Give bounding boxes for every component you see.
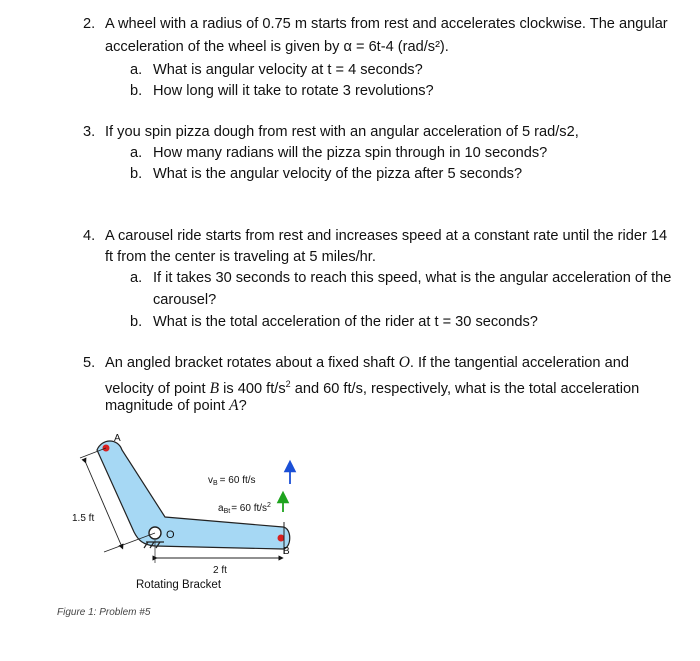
velocity-label: $v_B = 60$ ft/s [208,475,256,487]
q5-line2-mid: is 400 ft/s [219,380,286,397]
bracket-body [97,441,290,549]
q4-text-line1: A carousel ride starts from rest and increases speed at a constant rate until the rider 14 [105,228,668,244]
q2a-text: What is angular velocity at t = 4 seconds? [153,62,423,78]
figure-label-o: O [166,529,175,541]
q4a-text-line1: If it takes 30 seconds to reach this speed, what is the angular acceleration of the [153,270,672,286]
q3-text-line1: If you spin pizza dough from rest with an angular acceleration of 5 rad/s2, [105,124,579,140]
q2b-text: How long will it take to rotate 3 revolutions? [153,83,434,99]
q5-line3-post: ? [238,398,247,414]
q2b-label: b. [130,83,143,99]
figure-label-a: A [114,433,121,444]
q4a-text-line2: carousel? [153,292,217,308]
q5-var-O: O [398,354,410,371]
dim-bottom-label: 2 ft [213,565,227,576]
q2-number: 2. [83,16,96,32]
q3b-text: What is the angular velocity of the pizza after 5 seconds? [153,166,523,182]
q3b-label: b. [130,166,143,182]
figure-label-b: B [283,546,290,557]
q5-var-B: B [209,379,220,397]
q5-line1-pre: An angled bracket rotates about a fixed shaft [105,355,399,371]
q5-text-line1 [105,353,629,373]
q5-var-A: A [229,397,239,414]
q4-number: 4. [83,228,96,244]
q4-text-line2: ft from the center is traveling at 5 miles/hr. [105,249,376,265]
q2-text-line1: A wheel with a radius of 0.75 m starts from rest and accelerates clockwise. The angular [105,16,668,32]
q5-line1-mid: . If the tangential acceleration and [409,355,629,371]
q3a-text: How many radians will the pizza spin through in 10 seconds? [153,145,548,161]
q4a-label: a. [130,270,143,286]
q5-line3-pre: magnitude of point [105,398,230,414]
rotating-bracket-figure [60,425,320,605]
q5-line2-pre: velocity of point [105,380,210,397]
q5-number: 5. [83,355,96,371]
dim-left-label: 1.5 ft [72,513,95,524]
q5-text-line3 [105,396,247,416]
q2-text-line2: acceleration of the wheel is given by α = 6t-4 (rad/s²). [105,39,449,55]
q2a-label: a. [130,62,143,78]
q4b-text: What is the total acceleration of the rider at t = 30 seconds? [153,314,538,330]
tangential-accel-label: $a_{Bt}= 60$ $ft/s^2$ [218,502,271,515]
q4b-label: b. [130,314,143,330]
q3a-label: a. [130,145,143,161]
q5-line2-post: and 60 ft/s, respectively, what is the total acceleration [290,380,640,397]
point-b-dot [278,535,285,542]
figure-title: Rotating Bracket [136,579,222,591]
figure-caption: Figure 1: Problem #5 [57,607,151,618]
q5-line2-sup: 2 [285,379,291,389]
q3-number: 3. [83,124,96,140]
